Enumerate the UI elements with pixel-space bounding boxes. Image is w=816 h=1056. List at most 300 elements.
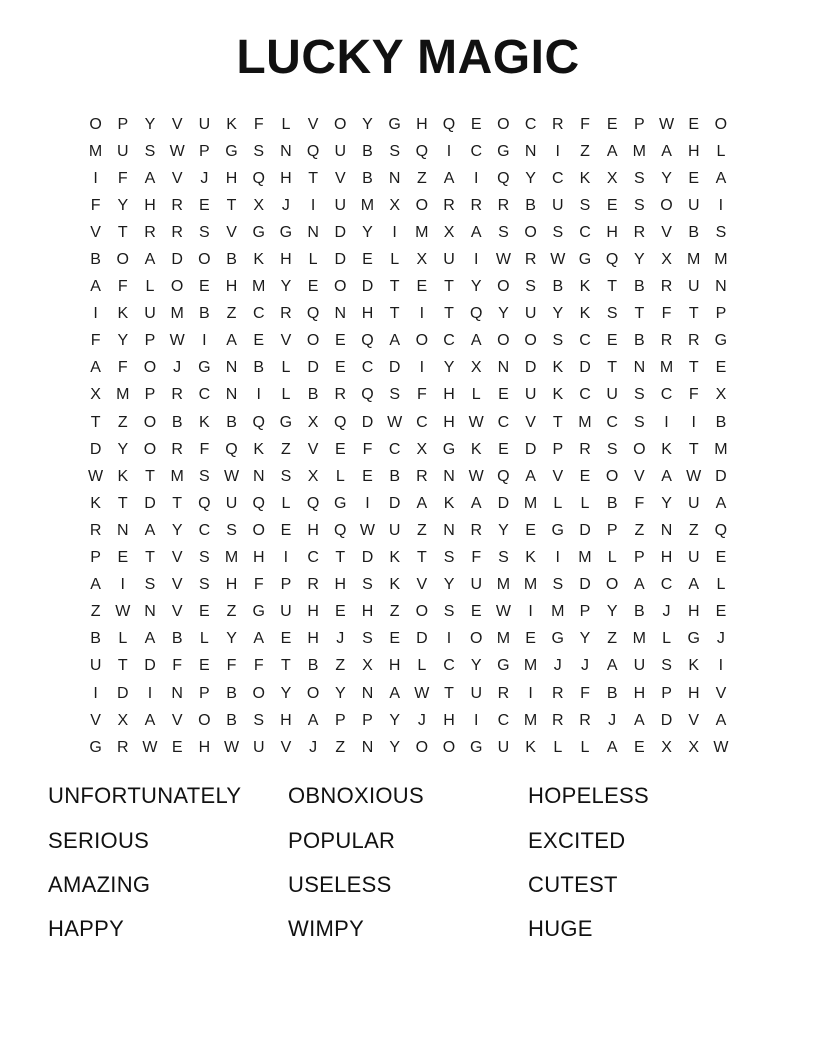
grid-letter: L [308,251,318,269]
grid-letter: X [307,467,319,485]
grid-letter: C [416,413,428,431]
grid-letter: Y [470,278,482,296]
grid-letter: E [416,278,428,296]
grid-letter: E [715,603,727,621]
grid-letter: N [280,142,292,160]
grid-letter: O [469,630,483,648]
grid-letter: F [471,549,482,567]
grid-letter: G [469,738,483,756]
grid-letter: V [661,223,672,241]
grid-letter: O [524,223,537,241]
grid-letter: S [552,223,564,241]
grid-letter: A [90,359,101,377]
grid-letter: L [716,576,726,594]
grid-letter: U [252,738,265,756]
word-list-item: CUTEST [528,871,618,897]
grid-letter: S [606,440,618,458]
grid-letter: N [660,521,673,539]
grid-letter: Y [579,630,591,648]
grid-letter: H [307,630,319,648]
grid-letter: N [307,223,319,241]
grid-letter: L [335,467,345,485]
grid-letter: P [634,549,645,567]
grid-letter: W [169,142,185,160]
grid-letter: J [173,359,182,377]
grid-letter: F [117,278,128,296]
grid-letter: S [525,278,536,296]
grid-letter: A [226,332,237,350]
grid-letter: K [226,115,237,133]
grid-letter: F [172,657,183,675]
grid-letter: E [334,359,346,377]
grid-letter: A [688,576,700,594]
grid-letter: O [143,359,157,377]
grid-letter: Q [442,115,456,133]
grid-letter: K [579,169,591,187]
grid-letter: I [120,576,125,594]
grid-letter: C [470,142,482,160]
grid-letter: T [226,196,237,214]
grid-letter: V [280,332,292,350]
grid-letter: O [524,332,537,350]
grid-letter: M [523,657,538,675]
grid-letter: B [634,603,645,621]
word-list-item: WIMPY [288,916,365,942]
grid-letter: M [170,467,184,485]
grid-letter: Y [389,738,400,756]
grid-letter: S [199,223,210,241]
grid-letter: R [470,196,482,214]
grid-letter: S [661,657,672,675]
grid-letter: H [252,549,265,567]
grid-letter: B [90,251,101,269]
grid-letter: R [579,440,591,458]
grid-letter: H [443,386,455,404]
grid-letter: K [117,305,129,323]
grid-letter: T [688,305,699,323]
grid-letter: O [415,603,429,621]
grid-letter: M [632,142,646,160]
grid-letter: Y [443,576,455,594]
grid-letter: E [715,359,727,377]
grid-letter: S [199,549,210,567]
grid-letter: Q [306,494,320,512]
grid-letter: W [713,738,729,756]
grid-letter: J [417,711,426,729]
grid-letter: N [225,386,238,404]
grid-letter: E [362,467,373,485]
grid-letter: D [497,494,510,512]
grid-letter: D [144,657,156,675]
grid-letter: E [688,115,700,133]
grid-letter: N [252,467,265,485]
grid-letter: C [252,305,265,323]
grid-letter: S [498,549,509,567]
grid-letter: Z [416,169,427,187]
grid-letter: U [470,576,482,594]
grid-letter: U [334,142,347,160]
grid-letter: I [446,142,452,160]
grid-letter: O [89,115,102,133]
grid-letter: G [198,359,211,377]
grid-letter: W [468,413,484,431]
grid-letter: D [416,630,428,648]
grid-letter: A [389,684,400,702]
grid-letter: F [253,115,264,133]
grid-letter: E [253,332,265,350]
grid-letter: Q [252,413,265,431]
grid-letter: G [334,494,347,512]
grid-letter: K [199,413,210,431]
grid-letter: Z [416,521,427,539]
grid-letter: A [606,142,618,160]
grid-letter: G [89,738,102,756]
grid-letter: M [360,196,375,214]
grid-letter: Z [688,521,699,539]
grid-letter: P [334,711,346,729]
grid-letter: Y [552,305,564,323]
word-list-item: SERIOUS [48,827,150,853]
grid-letter: I [555,142,560,160]
grid-letter: K [688,657,700,675]
grid-letter: V [715,684,727,702]
grid-letter: M [224,549,239,567]
grid-letter: C [443,332,455,350]
grid-letter: P [144,332,156,350]
grid-letter: G [497,142,510,160]
grid-letter: T [117,657,128,675]
grid-letter: P [199,142,210,160]
grid-letter: A [606,738,618,756]
grid-letter: X [117,711,129,729]
grid-letter: Q [334,521,347,539]
grid-letter: H [225,576,238,594]
grid-letter: N [524,142,537,160]
grid-letter: U [470,684,482,702]
grid-letter: S [552,332,564,350]
grid-letter: W [223,738,240,756]
grid-letter: A [470,332,482,350]
grid-letter: T [607,359,618,377]
grid-letter: E [334,603,346,621]
grid-letter: A [144,251,156,269]
grid-letter: R [171,196,183,214]
grid-letter: S [144,142,156,160]
grid-letter: H [144,196,156,214]
letter-grid [82,111,735,761]
grid-letter: G [551,630,564,648]
grid-letter: N [171,684,183,702]
grid-letter: X [90,386,101,404]
grid-letter: V [171,115,183,133]
grid-letter: D [144,494,156,512]
grid-letter: Y [389,711,400,729]
grid-letter: H [307,603,319,621]
word-list-item: POPULAR [288,827,396,853]
word-list [48,774,768,952]
grid-letter: K [525,549,536,567]
grid-letter: R [117,738,129,756]
grid-letter: B [362,169,373,187]
grid-letter: W [658,115,675,133]
grid-letter: T [444,305,454,323]
grid-letter: Z [634,521,645,539]
grid-letter: Y [362,115,373,133]
grid-letter: Q [225,440,238,458]
grid-letter: S [280,467,292,485]
grid-letter: X [362,657,373,675]
grid-letter: E [199,196,210,214]
grid-letter: D [334,223,347,241]
grid-letter: H [687,684,700,702]
grid-letter: O [306,684,320,702]
grid-letter: N [715,278,727,296]
grid-letter: X [661,738,672,756]
grid-letter: A [661,142,672,160]
grid-letter: C [388,440,401,458]
grid-letter: W [142,738,158,756]
grid-letter: M [170,305,184,323]
grid-letter: L [145,278,155,296]
grid-letter: Z [389,603,400,621]
grid-letter: W [468,467,484,485]
grid-letter: R [687,332,700,350]
grid-letter: L [118,630,128,648]
grid-letter: N [117,521,129,539]
grid-letter: R [443,196,455,214]
grid-letter: F [416,386,427,404]
grid-letter: Y [117,440,129,458]
grid-letter: R [171,386,183,404]
grid-letter: E [579,467,591,485]
grid-letter: T [688,440,699,458]
grid-letter: E [362,251,373,269]
grid-letter: B [688,223,700,241]
grid-letter: A [144,521,156,539]
grid-letter: Z [281,440,291,458]
grid-letter: V [634,467,645,485]
grid-letter: G [687,630,700,648]
grid-letter: V [171,603,183,621]
grid-letter: M [415,223,429,241]
grid-letter: W [686,467,702,485]
grid-letter: O [198,711,211,729]
grid-letter: D [388,359,401,377]
grid-letter: Q [306,142,320,160]
grid-letter: T [145,549,155,567]
grid-letter: T [444,278,454,296]
grid-letter: A [634,711,645,729]
word-list-item: EXCITED [528,827,626,853]
grid-letter: Y [117,196,129,214]
grid-letter: R [633,223,646,241]
grid-letter: N [443,467,455,485]
grid-letter: U [334,196,347,214]
grid-letter: Y [498,521,509,539]
grid-letter: O [252,521,265,539]
grid-letter: M [687,251,701,269]
grid-letter: E [280,630,292,648]
grid-letter: C [361,359,374,377]
grid-letter: L [281,386,291,404]
grid-letter: R [89,521,102,539]
grid-letter: H [280,169,292,187]
grid-letter: X [253,196,265,214]
grid-letter: T [688,359,699,377]
grid-letter: N [144,603,156,621]
grid-letter: L [580,738,590,756]
grid-letter: S [144,576,156,594]
grid-letter: Z [117,413,128,431]
grid-letter: K [117,467,129,485]
grid-letter: A [443,169,455,187]
grid-letter: G [252,603,265,621]
grid-letter: X [606,169,618,187]
grid-letter: F [580,115,590,133]
grid-letter: Z [226,603,237,621]
grid-letter: F [661,305,672,323]
grid-letter: R [144,223,156,241]
grid-letter: M [496,630,511,648]
grid-letter: U [280,603,292,621]
grid-letter: U [633,657,646,675]
word-list-column [288,774,528,952]
grid-letter: R [552,115,564,133]
grid-letter: O [497,115,510,133]
grid-letter: S [634,413,645,431]
grid-letter: S [362,630,373,648]
grid-letter: Y [661,169,672,187]
word-list-column [528,774,768,952]
grid-letter: I [473,169,479,187]
grid-letter: T [634,305,645,323]
grid-letter: D [579,576,591,594]
grid-letter: H [660,549,673,567]
grid-letter: U [117,142,129,160]
grid-letter: C [524,115,537,133]
grid-letter: B [226,413,237,431]
grid-letter: R [171,440,183,458]
grid-letter: L [281,494,291,512]
grid-letter: R [334,386,347,404]
grid-letter: X [389,196,400,214]
grid-letter: Y [525,169,536,187]
grid-letter: F [580,684,590,702]
grid-letter: B [171,630,183,648]
grid-letter: M [714,251,728,269]
grid-letter: R [497,196,510,214]
grid-letter: S [253,711,265,729]
grid-letter: O [143,413,157,431]
word-list-column [48,774,288,952]
grid-letter: A [715,711,727,729]
grid-letter: B [226,684,237,702]
grid-letter: Z [226,305,237,323]
grid-letter: V [171,576,183,594]
grid-letter: K [90,494,101,512]
grid-letter: L [281,115,291,133]
grid-letter: V [171,169,183,187]
grid-letter: N [334,305,347,323]
grid-letter: A [307,711,319,729]
grid-letter: C [497,711,510,729]
grid-letter: H [388,657,401,675]
grid-letter: D [524,440,537,458]
grid-letter: M [523,711,538,729]
grid-letter: R [280,305,292,323]
grid-letter: E [171,738,183,756]
grid-letter: L [471,386,481,404]
grid-letter: W [495,603,511,621]
grid-letter: Y [171,521,183,539]
grid-letter: D [361,413,374,431]
grid-letter: K [389,576,400,594]
grid-letter: H [633,684,646,702]
grid-letter: T [389,278,400,296]
grid-letter: I [93,169,98,187]
grid-letter: H [687,142,700,160]
grid-letter: K [470,440,482,458]
grid-letter: K [525,738,536,756]
grid-letter: D [307,359,319,377]
grid-letter: B [525,196,536,214]
grid-letter: C [198,386,211,404]
grid-letter: G [551,521,564,539]
grid-letter: A [90,278,101,296]
grid-letter: H [280,711,292,729]
grid-letter: Z [90,603,101,621]
grid-letter: S [715,223,727,241]
grid-letter: V [525,413,536,431]
grid-letter: O [334,115,347,133]
grid-letter: Z [580,142,590,160]
grid-letter: P [117,115,129,133]
grid-letter: I [392,223,397,241]
grid-letter: T [416,549,427,567]
grid-letter: A [606,657,618,675]
grid-letter: O [714,115,728,133]
grid-letter: M [523,494,538,512]
grid-letter: N [361,738,374,756]
grid-letter: O [497,332,510,350]
grid-letter: F [226,657,237,675]
grid-letter: K [552,386,564,404]
grid-letter: A [253,630,265,648]
grid-letter: U [524,305,537,323]
grid-letter: O [116,251,129,269]
grid-letter: O [605,467,619,485]
grid-letter: U [687,196,700,214]
grid-letter: K [579,305,591,323]
grid-letter: I [555,549,560,567]
grid-letter: W [550,251,566,269]
grid-letter: J [309,738,318,756]
grid-letter: Y [470,657,482,675]
grid-letter: T [607,278,618,296]
grid-letter: I [310,196,316,214]
grid-letter: X [470,359,482,377]
grid-letter: E [525,521,536,539]
grid-letter: P [661,684,672,702]
grid-letter: H [606,223,618,241]
grid-letter: U [144,305,156,323]
grid-letter: H [443,413,455,431]
grid-letter: X [416,251,428,269]
grid-letter: X [688,738,700,756]
grid-letter: N [443,521,455,539]
grid-letter: U [524,386,537,404]
grid-letter: B [715,413,727,431]
